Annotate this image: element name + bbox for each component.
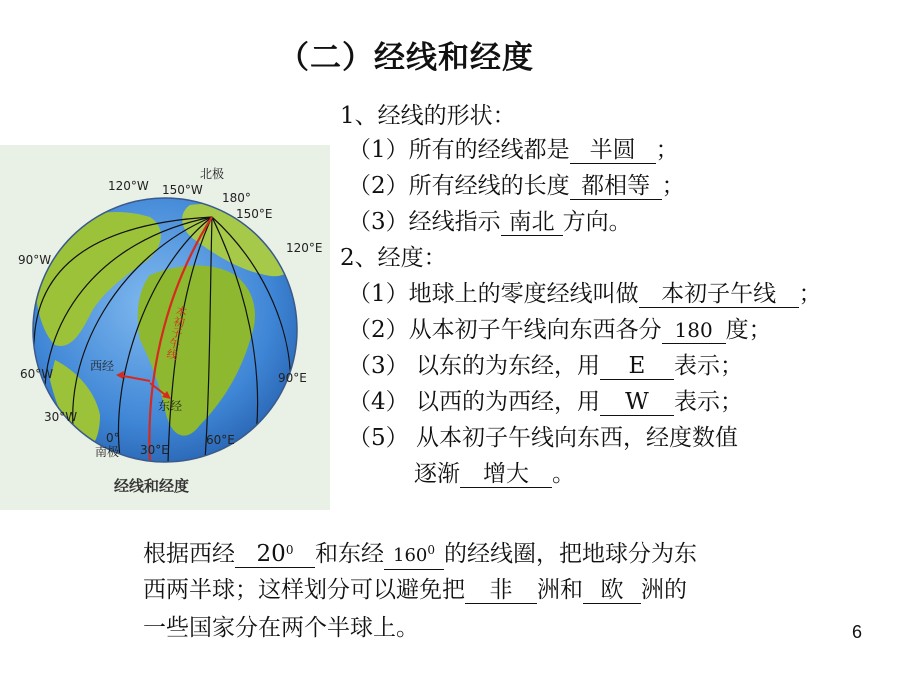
item-suffix: ； — [798, 281, 822, 307]
answer-blank — [384, 541, 444, 570]
section1-item2 — [348, 167, 685, 200]
answer-blank — [570, 173, 662, 200]
label-150E: 150°E — [236, 207, 273, 221]
item-prefix: （3） 以东的为东经，用 — [348, 353, 600, 379]
answer-blank — [501, 209, 563, 236]
globe-figure — [0, 145, 330, 510]
answer-text: 南北 — [508, 209, 555, 235]
answer-blank — [662, 317, 726, 344]
answer-text: 欧 — [600, 577, 624, 603]
item-prefix: （4） 以西的为西经，用 — [348, 389, 600, 415]
item-prefix: （3）经线指示 — [348, 209, 501, 235]
section2-heading: 2、经度： — [340, 245, 447, 271]
item-suffix: ； — [655, 137, 679, 163]
bottom-line1 — [143, 535, 697, 570]
section2-item1 — [348, 275, 822, 308]
answer-text: 非 — [489, 577, 513, 603]
page-number: 6 — [851, 622, 862, 642]
item-prefix: 逐渐 — [414, 461, 460, 487]
label-120E: 120°E — [286, 241, 323, 255]
answer-text: W — [625, 389, 649, 415]
label-30E: 30°E — [140, 443, 169, 457]
section2-item5-line2 — [414, 455, 575, 488]
answer-text: 160 — [393, 545, 428, 566]
section2-item2 — [348, 311, 772, 344]
label-0: 0° — [106, 431, 120, 445]
answer-blank — [460, 461, 552, 488]
text-segment: 根据西经 — [143, 541, 235, 567]
answer-blank — [465, 577, 537, 604]
east-longitude-label: 东经 — [158, 399, 183, 413]
answer-text: 180 — [674, 318, 713, 342]
answer-text: 半圆 — [589, 137, 636, 163]
text-segment: 洲的 — [641, 577, 687, 603]
item-prefix: （1）地球上的零度经线叫做 — [348, 281, 639, 307]
section1-heading: 1、经线的形状： — [340, 103, 516, 129]
label-120W: 120°W — [108, 179, 149, 193]
prime-meridian-label: 本初子午线 — [164, 304, 189, 361]
item-suffix: 表示； — [673, 353, 743, 379]
degree-superscript: 0 — [427, 543, 435, 557]
south-pole-label: 南极 — [95, 445, 120, 459]
item-prefix: （1）所有的经线都是 — [348, 137, 570, 163]
slide-title: （二）经线和经度 — [278, 40, 534, 76]
item-suffix: 度； — [725, 317, 772, 343]
degree-superscript: 0 — [285, 543, 294, 557]
label-150W: 150°W — [162, 183, 203, 197]
answer-text: 20 — [256, 541, 286, 567]
bottom-line3: 一些国家分在两个半球上。 — [143, 615, 419, 641]
answer-blank — [570, 137, 656, 164]
text-segment: 的经线圈，把地球分为东 — [444, 541, 697, 567]
section2-item4 — [348, 383, 743, 416]
text-segment: 洲和 — [537, 577, 583, 603]
answer-text: 本初子午线 — [661, 281, 777, 307]
section1-item3 — [348, 203, 632, 236]
answer-blank — [639, 281, 799, 308]
label-90E: 90°E — [278, 371, 307, 385]
text-segment: 和东经 — [315, 541, 384, 567]
answer-text: E — [628, 353, 646, 379]
answer-blank — [600, 389, 674, 416]
label-90W: 90°W — [18, 253, 52, 267]
answer-text: 都相等 — [581, 173, 651, 199]
figure-caption: 经线和经度 — [114, 477, 190, 495]
text-segment: 西两半球；这样划分可以避免把 — [143, 577, 465, 603]
answer-text: 增大 — [483, 461, 529, 487]
label-60W: 60°W — [20, 367, 54, 381]
answer-blank — [600, 353, 674, 380]
section2-item3 — [348, 347, 743, 380]
section1-item1 — [348, 131, 679, 164]
item-suffix: 表示； — [673, 389, 743, 415]
label-180: 180° — [222, 191, 251, 205]
label-30W: 30°W — [44, 410, 78, 424]
north-pole-label: 北极 — [200, 167, 225, 181]
section2-item5: （5） 从本初子午线向东西，经度数值 — [348, 425, 738, 451]
item-prefix: （2）所有经线的长度 — [348, 173, 570, 199]
item-prefix: （2）从本初子午线向东西各分 — [348, 317, 662, 343]
answer-blank — [583, 577, 641, 604]
label-60E: 60°E — [206, 433, 235, 447]
west-longitude-label: 西经 — [90, 359, 115, 373]
answer-blank — [235, 541, 315, 568]
bottom-line2 — [143, 571, 687, 604]
item-suffix: 方向。 — [562, 209, 632, 235]
item-suffix: ； — [661, 173, 685, 199]
item-suffix: 。 — [552, 461, 575, 487]
